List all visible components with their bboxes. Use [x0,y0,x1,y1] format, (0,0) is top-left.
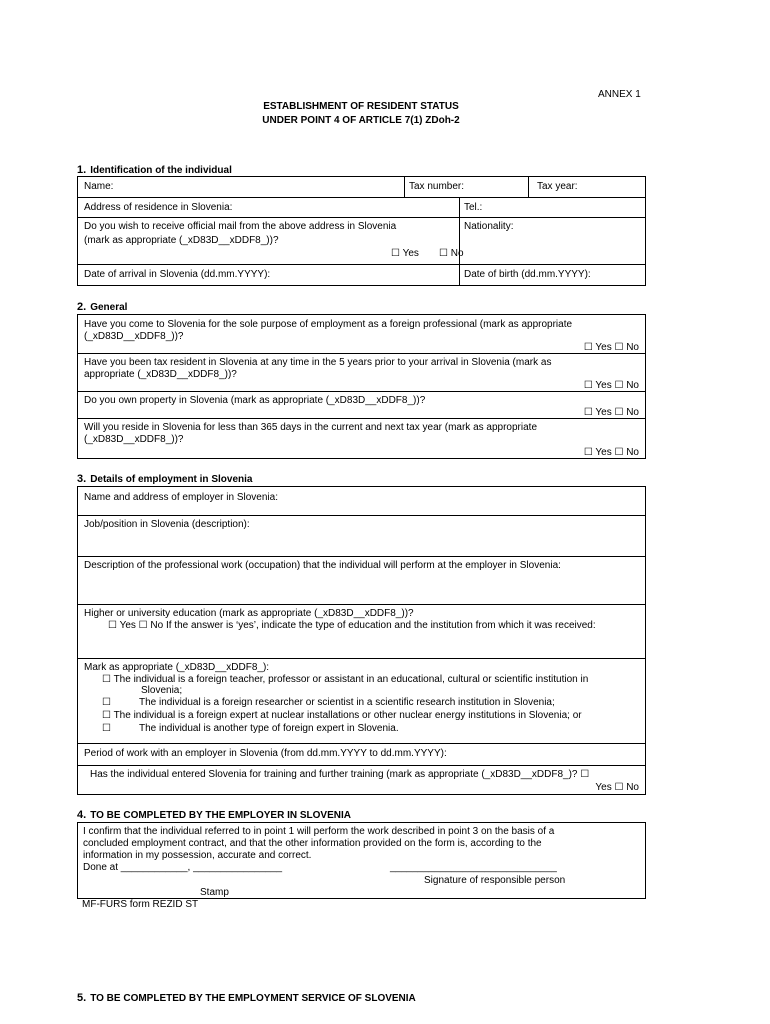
q2-text-mark: appropriate (_xD83D__xDDF8_))? [84,369,237,380]
section4-box [77,822,646,899]
address-field[interactable]: Address of residence in Slovenia: [84,202,233,213]
option-researcher-checkbox[interactable]: ☐ [102,697,111,708]
mail-yes-checkbox[interactable]: ☐ Yes [391,248,419,259]
employer-field[interactable]: Name and address of employer in Slovenia: [84,492,278,503]
mark-label: Mark as appropriate (_xD83D__xDDF8_): [84,662,270,673]
option-nuclear-checkbox[interactable]: ☐ The individual is a foreign expert at nuclear installations or other nuclear energy institutions in Slovenia; or [102,710,582,721]
confirm-text-line1: I confirm that the individual referred to in point 1 will perform the work described in point 3 on the basis of a [83,826,555,837]
q1-text: Have you come to Slovenia for the sole purpose of employment as a foreign professional (mark as appropriate [84,319,573,330]
tax-number-field[interactable]: Tax number: [409,181,465,192]
section4-title: TO BE COMPLETED BY THE EMPLOYER IN SLOVENIA [90,810,351,821]
section2-heading [77,301,127,314]
job-field[interactable]: Job/position in Slovenia (description): [84,519,250,530]
form-title-line2: UNDER POINT 4 OF ARTICLE 7(1) ZDoh-2 [262,115,460,126]
name-field[interactable]: Name: [84,181,114,192]
birth-date-field[interactable]: Date of birth (dd.mm.YYYY): [464,269,591,280]
section5-title: TO BE COMPLETED BY THE EMPLOYMENT SERVICE OF SLOVENIA [90,993,416,1004]
education-question: Higher or university education (mark as appropriate (_xD83D__xDDF8_))? [84,608,414,619]
q3-yes-no[interactable]: ☐ Yes ☐ No [583,407,639,418]
form-title-line1: ESTABLISHMENT OF RESIDENT STATUS [263,101,459,112]
section3-table [77,486,646,795]
section3-number: 3. [77,473,87,485]
q3-text: Do you own property in Slovenia (mark as appropriate (_xD83D__xDDF8_))? [84,395,426,406]
section2-table [77,314,646,459]
mail-question: Do you wish to receive official mail from the above address in Slovenia [84,221,397,232]
form-id: MF-FURS form REZID ST [82,899,199,910]
section4-heading [77,809,351,822]
signature-line[interactable]: ______________________________ [390,862,557,873]
section5-heading [77,992,416,1005]
section1-title: Identification of the individual [90,165,232,176]
confirm-text-line3: information in my possession, accurate and correct. [83,850,312,861]
option-teacher-text: Slovenia; [141,685,183,696]
option-teacher-checkbox[interactable]: ☐ The individual is a foreign teacher, professor or assistant in an educational, cultural or scientific institution in [102,674,589,685]
section5-number: 5. [77,992,87,1004]
q2-yes-no[interactable]: ☐ Yes ☐ No [583,380,639,391]
section2-number: 2. [77,301,87,313]
work-description-field[interactable]: Description of the professional work (occupation) that the individual will perform at the employer in Slovenia: [84,560,561,571]
section3-heading [77,473,252,486]
q1-yes-no[interactable]: ☐ Yes ☐ No [583,342,639,353]
mail-question-mark: (mark as appropriate (_xD83D__xDDF8_))? [84,235,279,246]
mail-no-checkbox[interactable]: ☐ No [439,248,464,259]
tax-year-field[interactable]: Tax year: [537,181,578,192]
section3-title: Details of employment in Slovenia [90,474,253,485]
option-other-text: The individual is another type of foreign expert in Slovenia. [139,723,399,734]
option-researcher-text: The individual is a foreign researcher or scientist in a scientific research institution in Slovenia; [139,697,555,708]
option-other-checkbox[interactable]: ☐ [102,723,111,734]
nationality-field[interactable]: Nationality: [464,221,514,232]
q4-text-mark: (_xD83D__xDDF8_))? [84,434,184,445]
training-yes-no[interactable]: Yes ☐ No [595,782,639,793]
arrival-date-field[interactable]: Date of arrival in Slovenia (dd.mm.YYYY): [84,269,271,280]
tel-field[interactable]: Tel.: [464,202,483,213]
section1-number: 1. [77,164,87,176]
section4-number: 4. [77,809,87,821]
period-field[interactable]: Period of work with an employer in Slovenia (from dd.mm.YYYY to dd.mm.YYYY): [84,748,447,759]
q2-text: Have you been tax resident in Slovenia at any time in the 5 years prior to your arrival in Slovenia (mark as [84,357,552,368]
signature-label: Signature of responsible person [424,875,566,886]
q4-yes-no[interactable]: ☐ Yes ☐ No [583,447,639,458]
section2-title: General [90,302,128,313]
done-at-field[interactable]: Done at ____________, ________________ [83,862,283,873]
confirm-text-line2: concluded employment contract, and that the other information provided on the form is, according to the [83,838,542,849]
annex-label: ANNEX 1 [598,89,641,100]
section1-table [77,176,646,286]
q4-text: Will you reside in Slovenia for less than 365 days in the current and next tax year (mark as appropriate [84,422,538,433]
stamp-label: Stamp [200,887,229,898]
q1-text-mark: (_xD83D__xDDF8_))? [84,331,184,342]
education-yes-no[interactable]: ☐ Yes ☐ No If the answer is ‘yes’, indicate the type of education and the institution from which it was received: [108,620,596,631]
training-question: Has the individual entered Slovenia for training and further training (mark as appropriate (_xD83D__xDDF8_)? ☐ [90,769,590,780]
